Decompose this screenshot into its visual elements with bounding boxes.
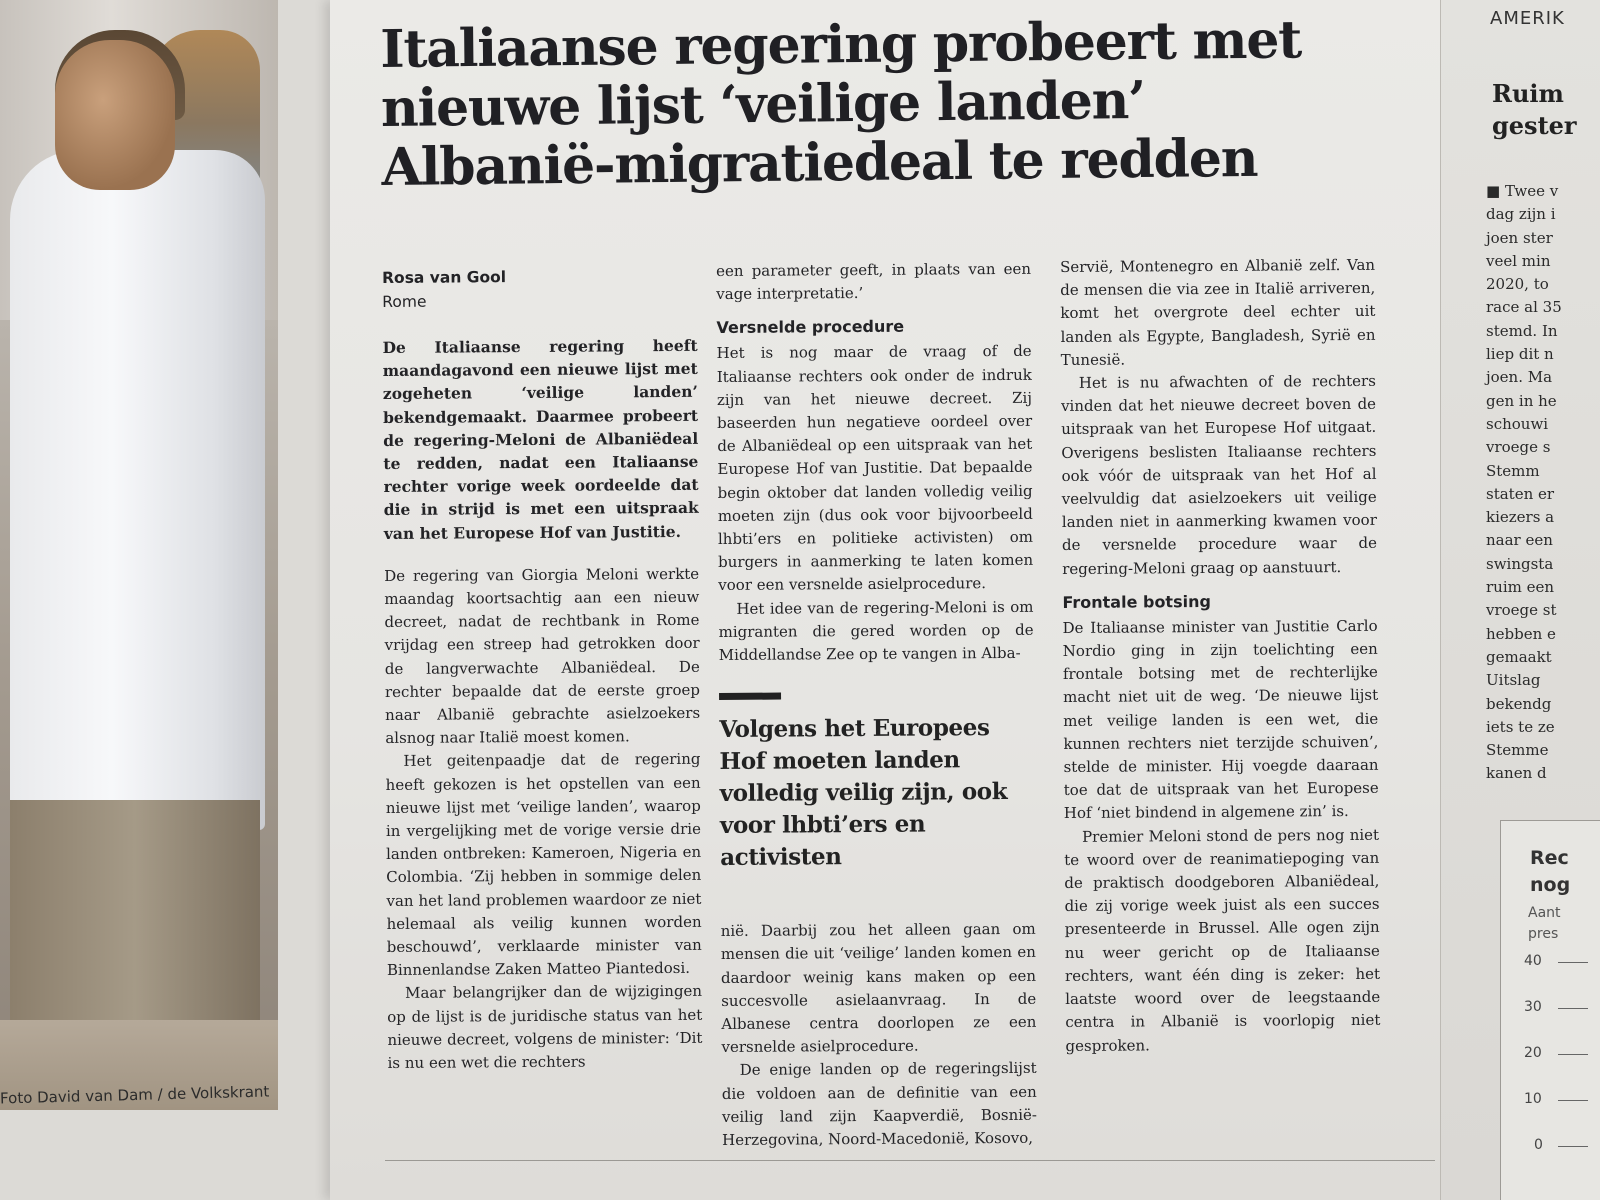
- adjacent-body-line: ruim een: [1486, 578, 1555, 597]
- body-paragraph: Het is nog maar de vraag of de Italiaanse rechters ook onder de indruk zijn van het nieuwe decreet. Zij baseerden hun negatieve oordeel over de Albaniëdeal op een uitspraak van het Europese Hof van Justitie. Dat bepaalde begin oktober dat landen volledig veilig moeten zijn (dus ook voor bijvoorbeeld lhbti’ers en politieke activisten) om burgers in aanmerking te laten komen voor een versnelde asielprocedure.: [716, 342, 1034, 595]
- adjacent-chart-tick-label: 40: [1524, 953, 1542, 969]
- adjacent-chart-title: [1530, 845, 1570, 899]
- body-paragraph: Premier Meloni stond de pers nog niet te woord over de reanimatiepoging van de praktisch doodgeboren Albaniëdeal, die zij vorige week juist als een succes presenteerde in Brussel. Alle ogen zijn nu weer gericht op de Italiaanse rechters, want één ding is zeker: het laatste woord over de leegstaande centra in Albanië is voorlopig niet gesproken.: [1064, 825, 1381, 1055]
- body-paragraph: De enige landen op de regeringslijst die voldoen aan de definitie van een veilig land zijn Kaapverdië, Bosnië-Herzegovina, Noord-Macedonië, Kosovo,: [721, 1059, 1038, 1150]
- adjacent-body-line: hebben e: [1486, 624, 1556, 643]
- article-headline: [380, 10, 1382, 197]
- adjacent-body-line: stemd. In: [1486, 321, 1558, 340]
- adjacent-chart-tick-label: 10: [1524, 1091, 1542, 1107]
- adjacent-body-line: 2020, to: [1486, 275, 1549, 294]
- headline-line-2: nieuwe lijst ‘veilige landen’: [380, 69, 1146, 139]
- photo-white-coat: [10, 150, 265, 830]
- adjacent-body-line: vroege st: [1486, 601, 1557, 620]
- photo-credit: Foto David van Dam / de Volkskrant: [0, 1082, 270, 1108]
- article-photo: [0, 0, 278, 1110]
- adjacent-body-text: [1486, 180, 1562, 786]
- photo-head: [55, 40, 175, 190]
- adjacent-chart-title-line: Rec: [1530, 847, 1569, 869]
- adjacent-body-line: gen in he: [1486, 391, 1557, 410]
- adjacent-body-line: Uitslag: [1486, 671, 1541, 690]
- adjacent-chart-gridline: [1558, 1054, 1588, 1055]
- adjacent-body-line: ■ Twee v: [1486, 182, 1559, 200]
- body-paragraph: nië. Daarbij zou het alleen gaan om mensen die uit ‘veilige’ landen komen en daardoor weinig kans maken op een succesvolle asielaanvraag. In de Albanese centra doorlopen ze een versnelde asielprocedure.: [720, 920, 1037, 1057]
- adjacent-article-strip: [1440, 0, 1600, 1200]
- adjacent-body-line: Stemme: [1486, 741, 1549, 760]
- adjacent-body-line: dag zijn i: [1486, 205, 1556, 224]
- body-paragraph: Het is nu afwachten of de rechters vinden dat het nieuwe decreet boven de uitspraak van het Europese Hof uitgaat. Overigens beslisten Italiaanse rechters ook vóór de uitspraak van het Hof al veelvuldig dat asielzoekers uit veilige landen niet in aanmerking kwamen voor de versnelde procedure waar de regering-Meloni graag op aanstuurt.: [1060, 371, 1378, 578]
- adjacent-chart-gridline: [1558, 1100, 1588, 1101]
- byline-name: Rosa van Gool: [382, 268, 507, 287]
- adjacent-body-line: joen ster: [1486, 228, 1553, 247]
- adjacent-body-line: vroege s: [1486, 438, 1551, 457]
- body-paragraph: een parameter geeft, in plaats van een vage interpretatie.’: [716, 259, 1032, 304]
- adjacent-chart-subtitle: [1528, 903, 1561, 945]
- adjacent-chart-tick-label: 0: [1534, 1137, 1543, 1153]
- adjacent-kicker: AMERIK: [1490, 8, 1565, 29]
- pullquote-rule: [719, 693, 781, 700]
- adjacent-body-line: gemaakt: [1486, 647, 1552, 666]
- adjacent-body-line: kanen d: [1486, 764, 1547, 783]
- adjacent-chart-subtitle-line: pres: [1528, 926, 1559, 942]
- adjacent-body-line: race al 35: [1486, 298, 1562, 317]
- body-paragraph: Maar belangrijker dan de wijzigingen op de lijst is de juridische status van het nieuwe decreet, volgens de minister: ‘Dit is nu een wet die rechters: [387, 982, 703, 1073]
- body-paragraph: De regering van Giorgia Meloni werkte maandag koortsachtig aan een nieuw decreet, nadat de rechtbank in Rome vrijdag een streep had getrokken door de langverwachte Albaniëdeal. De rechter bepaalde dat de eerste groep naar Albanië gebrachte asielzoekers alsnog naar Italië moest komen.: [384, 564, 701, 748]
- body-paragraph: De Italiaanse minister van Justitie Carlo Nordio ging in zijn toelichting een frontale botsing met de rechterlijke macht niet uit de weg. ‘De nieuwe lijst met veilige landen is een wet, die kunnen rechters niet terzijde schuiven’, stelde de minister. Hij voegde daaraan toe dat de uitspraak van het Europese Hof ‘niet bindend in algemene zin’ is.: [1062, 616, 1379, 823]
- headline-line-1: Italiaanse regering probeert met: [379, 9, 1302, 80]
- article-lead: De Italiaanse regering heeft maandagavond een nieuwe lijst met zogeheten ‘veilige landen’ bekendgemaakt. Daarmee probeert de regering-Meloni de Albaniëdeal te redden, nadat een Italiaanse rechter vorige week oordeelde dat die in strijd is met een uitspraak van het Europese Hof van Justitie.: [382, 335, 699, 543]
- adjacent-body-line: iets te ze: [1486, 717, 1555, 736]
- adjacent-chart-title-line: nog: [1530, 874, 1571, 896]
- adjacent-headline: [1492, 78, 1577, 142]
- column-divider: [1440, 0, 1441, 1200]
- adjacent-body-line: swingsta: [1486, 554, 1554, 573]
- subheading-versnelde-procedure: Versnelde procedure: [716, 317, 905, 338]
- article-column-3: [1060, 254, 1381, 1058]
- adjacent-body-line: staten er: [1486, 484, 1555, 503]
- adjacent-chart-tick-label: 20: [1524, 1045, 1542, 1061]
- pullquote: Volgens het Europees Hof moeten landen volledig veilig zijn, ook voor lhbti’ers en activisten: [719, 714, 1008, 872]
- adjacent-chart-gridline: [1558, 1146, 1588, 1147]
- adjacent-chart-gridline: [1558, 1008, 1588, 1009]
- adjacent-body-line: joen. Ma: [1486, 368, 1553, 387]
- adjacent-body-line: liep dit n: [1486, 345, 1554, 364]
- adjacent-chart-gridline: [1558, 962, 1588, 963]
- page-bottom-rule: [385, 1160, 1435, 1161]
- adjacent-body-line: schouwi: [1486, 414, 1549, 433]
- adjacent-chart-tick-label: 30: [1524, 999, 1542, 1015]
- byline-place: Rome: [382, 292, 427, 311]
- adjacent-headline-line: Ruim: [1492, 79, 1564, 108]
- body-paragraph: Het idee van de regering-Meloni is om migranten die gered worden op de Middellandse Zee op te vangen in Alba-: [718, 597, 1034, 665]
- body-paragraph: Het geitenpaadje dat de regering heeft gekozen is het opstellen van een nieuwe lijst met ‘veilige landen’, waarop in vergelijking met de vorige versie drie landen ontbreken: Kameroen, Nigeria en Colombia. ‘Zij hebben in sommige delen van het land problemen waardoor ze niet helemaal als veilig kunnen worden beschouwd’, verklaarde minister van Binnenlandse Zaken Matteo Piantedosi.: [385, 750, 702, 980]
- headline-line-3: Albanië-migratiedeal te redden: [381, 127, 1258, 198]
- body-paragraph: Servië, Montenegro en Albanië zelf. Van de mensen die via zee in Italië arriveren, komt het overgrote deel echter uit landen als Egypte, Bangladesh, Syrië en Tunesië.: [1060, 255, 1376, 369]
- adjacent-body-line: veel min: [1486, 251, 1551, 270]
- adjacent-chart-subtitle-line: Aant: [1528, 905, 1561, 921]
- adjacent-body-line: bekendg: [1486, 694, 1552, 713]
- adjacent-body-line: Stemm: [1486, 461, 1540, 480]
- article-column-2: [716, 258, 1037, 1152]
- subheading-frontale-botsing: Frontale botsing: [1062, 591, 1211, 612]
- adjacent-body-line: naar een: [1486, 531, 1553, 550]
- article-column-1: [382, 264, 703, 1075]
- adjacent-headline-line: gester: [1492, 111, 1577, 140]
- adjacent-body-line: kiezers a: [1486, 508, 1555, 527]
